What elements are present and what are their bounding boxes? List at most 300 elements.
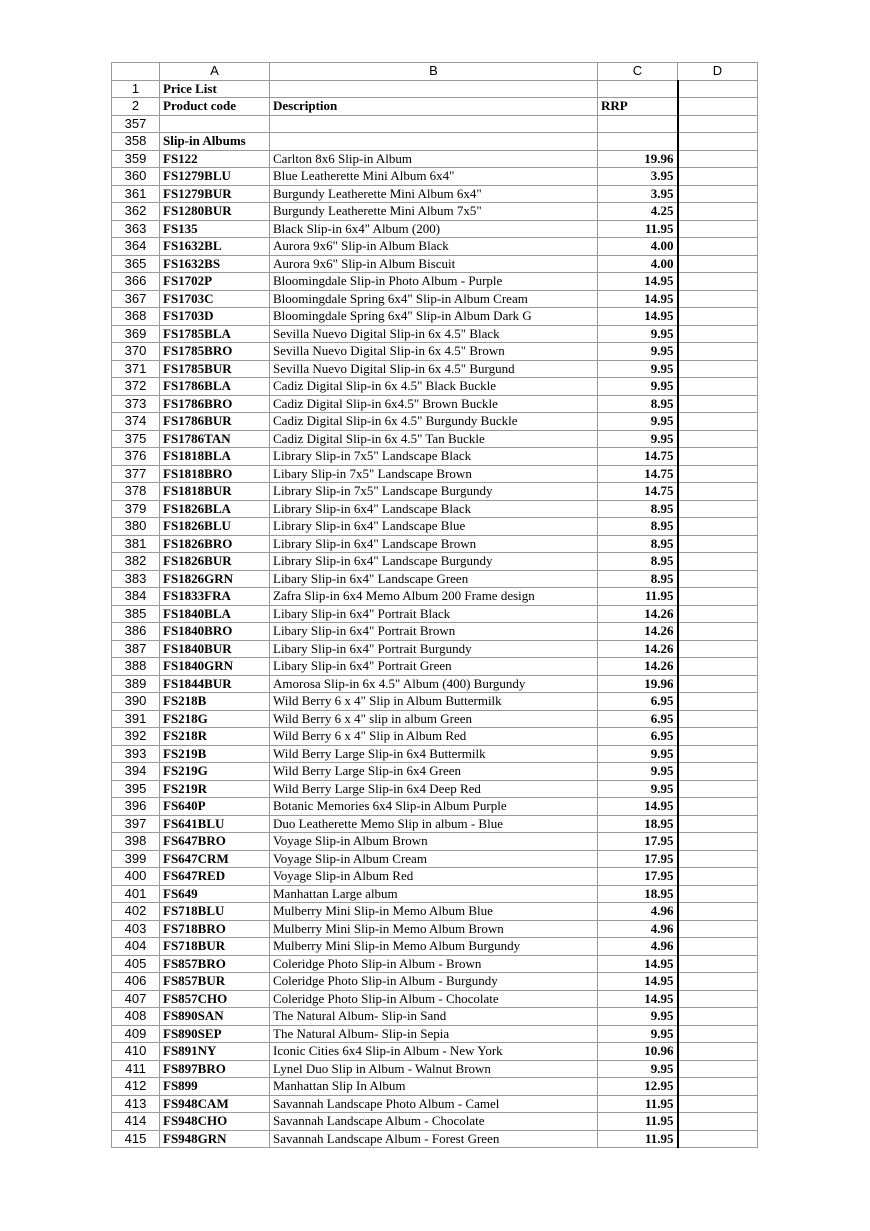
product-code-cell[interactable]: FS1840BUR [160, 640, 270, 658]
cell-d[interactable] [678, 290, 758, 308]
rrp-cell[interactable]: 9.95 [598, 1025, 678, 1043]
cell-d[interactable] [678, 850, 758, 868]
rrp-cell[interactable]: 9.95 [598, 430, 678, 448]
rrp-cell[interactable]: 9.95 [598, 1008, 678, 1026]
product-code-cell[interactable]: FS122 [160, 150, 270, 168]
description-cell[interactable]: Wild Berry 6 x 4" slip in album Green [270, 710, 598, 728]
cell-d[interactable] [678, 273, 758, 291]
cell-d[interactable] [678, 920, 758, 938]
description-cell[interactable]: Bloomingdale Spring 6x4" Slip-in Album Cream [270, 290, 598, 308]
column-header-d[interactable]: D [678, 63, 758, 81]
rrp-cell[interactable]: 17.95 [598, 850, 678, 868]
cell-d[interactable] [678, 133, 758, 151]
row-number[interactable]: 406 [112, 973, 160, 991]
cell-d[interactable] [678, 325, 758, 343]
rrp-cell[interactable]: 10.96 [598, 1043, 678, 1061]
rrp-cell[interactable]: 12.95 [598, 1078, 678, 1096]
cell-d[interactable] [678, 203, 758, 221]
product-code-cell[interactable]: FS218G [160, 710, 270, 728]
row-number[interactable]: 408 [112, 1008, 160, 1026]
row-number[interactable]: 399 [112, 850, 160, 868]
row-number[interactable]: 413 [112, 1095, 160, 1113]
rrp-cell[interactable]: 11.95 [598, 220, 678, 238]
cell-d[interactable] [678, 308, 758, 326]
row-number[interactable]: 395 [112, 780, 160, 798]
rrp-cell[interactable]: 8.95 [598, 395, 678, 413]
product-code-cell[interactable]: FS1826BLA [160, 500, 270, 518]
cell-d[interactable] [678, 833, 758, 851]
row-number[interactable]: 368 [112, 308, 160, 326]
rrp-cell[interactable]: 11.95 [598, 588, 678, 606]
description-cell[interactable]: Mulberry Mini Slip-in Memo Album Blue [270, 903, 598, 921]
product-code-cell[interactable]: FS1703C [160, 290, 270, 308]
description-cell[interactable]: Coleridge Photo Slip-in Album - Brown [270, 955, 598, 973]
rrp-cell[interactable]: 8.95 [598, 535, 678, 553]
cell-a[interactable]: Slip-in Albums [160, 133, 270, 151]
cell-d[interactable] [678, 903, 758, 921]
rrp-cell[interactable]: 4.00 [598, 255, 678, 273]
cell-d[interactable] [678, 483, 758, 501]
product-code-cell[interactable]: FS1826BLU [160, 518, 270, 536]
description-cell[interactable]: Libary Slip-in 6x4" Landscape Green [270, 570, 598, 588]
product-code-cell[interactable]: FS1840BRO [160, 623, 270, 641]
rrp-cell[interactable]: 3.95 [598, 168, 678, 186]
product-code-cell[interactable]: FS649 [160, 885, 270, 903]
description-cell[interactable]: Zafra Slip-in 6x4 Memo Album 200 Frame design [270, 588, 598, 606]
description-cell[interactable]: Library Slip-in 7x5" Landscape Burgundy [270, 483, 598, 501]
cell-d[interactable] [678, 378, 758, 396]
row-number[interactable]: 381 [112, 535, 160, 553]
cell-d[interactable] [678, 115, 758, 133]
row-number[interactable]: 382 [112, 553, 160, 571]
row-number[interactable]: 358 [112, 133, 160, 151]
rrp-cell[interactable]: 14.75 [598, 448, 678, 466]
rrp-cell[interactable]: 9.95 [598, 1060, 678, 1078]
cell-d[interactable] [678, 98, 758, 116]
product-code-cell[interactable]: FS647BRO [160, 833, 270, 851]
rrp-cell[interactable]: 11.95 [598, 1113, 678, 1131]
product-code-cell[interactable]: FS219R [160, 780, 270, 798]
description-cell[interactable]: Duo Leatherette Memo Slip in album - Blue [270, 815, 598, 833]
row-number[interactable]: 403 [112, 920, 160, 938]
cell-a[interactable] [160, 115, 270, 133]
cell-d[interactable] [678, 1078, 758, 1096]
description-cell[interactable]: Burgundy Leatherette Mini Album 6x4" [270, 185, 598, 203]
row-number[interactable]: 409 [112, 1025, 160, 1043]
product-code-cell[interactable]: FS948CAM [160, 1095, 270, 1113]
description-cell[interactable]: Cadiz Digital Slip-in 6x4.5" Brown Buckle [270, 395, 598, 413]
row-number[interactable]: 415 [112, 1130, 160, 1148]
description-cell[interactable]: Libary Slip-in 6x4" Portrait Brown [270, 623, 598, 641]
row-number[interactable]: 393 [112, 745, 160, 763]
row-number[interactable]: 386 [112, 623, 160, 641]
product-code-cell[interactable]: FS218B [160, 693, 270, 711]
description-cell[interactable]: Voyage Slip-in Album Cream [270, 850, 598, 868]
description-cell[interactable]: Libary Slip-in 6x4" Portrait Green [270, 658, 598, 676]
row-number[interactable]: 390 [112, 693, 160, 711]
row-number[interactable]: 394 [112, 763, 160, 781]
rrp-cell[interactable]: 14.26 [598, 658, 678, 676]
cell-d[interactable] [678, 150, 758, 168]
row-number[interactable]: 379 [112, 500, 160, 518]
cell-d[interactable] [678, 1095, 758, 1113]
product-code-cell[interactable]: FS218R [160, 728, 270, 746]
rrp-cell[interactable]: 14.95 [598, 973, 678, 991]
description-cell[interactable]: Library Slip-in 6x4" Landscape Black [270, 500, 598, 518]
description-cell[interactable]: Botanic Memories 6x4 Slip-in Album Purple [270, 798, 598, 816]
description-cell[interactable]: Amorosa Slip-in 6x 4.5" Album (400) Burgundy [270, 675, 598, 693]
row-number[interactable]: 360 [112, 168, 160, 186]
rrp-cell[interactable]: 17.95 [598, 868, 678, 886]
rrp-cell[interactable]: 17.95 [598, 833, 678, 851]
product-code-cell[interactable]: FS1826GRN [160, 570, 270, 588]
cell-b[interactable] [270, 115, 598, 133]
row-number[interactable]: 401 [112, 885, 160, 903]
row-number[interactable]: 397 [112, 815, 160, 833]
row-number[interactable]: 366 [112, 273, 160, 291]
product-code-cell[interactable]: FS1844BUR [160, 675, 270, 693]
description-cell[interactable]: Aurora 9x6" Slip-in Album Biscuit [270, 255, 598, 273]
rrp-cell[interactable]: 14.75 [598, 483, 678, 501]
row-number[interactable]: 387 [112, 640, 160, 658]
rrp-cell[interactable]: 9.95 [598, 343, 678, 361]
rrp-cell[interactable]: 3.95 [598, 185, 678, 203]
cell-d[interactable] [678, 185, 758, 203]
product-code-cell[interactable]: FS1833FRA [160, 588, 270, 606]
product-code-cell[interactable]: FS718BUR [160, 938, 270, 956]
row-number[interactable]: 378 [112, 483, 160, 501]
row-number[interactable]: 362 [112, 203, 160, 221]
description-cell[interactable]: Voyage Slip-in Album Red [270, 868, 598, 886]
description-cell[interactable]: Black Slip-in 6x4" Album (200) [270, 220, 598, 238]
row-number[interactable]: 369 [112, 325, 160, 343]
product-code-cell[interactable]: FS890SAN [160, 1008, 270, 1026]
row-number[interactable]: 407 [112, 990, 160, 1008]
rrp-cell[interactable]: 14.95 [598, 273, 678, 291]
row-number[interactable]: 398 [112, 833, 160, 851]
product-code-cell[interactable]: FS219B [160, 745, 270, 763]
cell-c[interactable]: RRP [598, 98, 678, 116]
row-number[interactable]: 402 [112, 903, 160, 921]
description-cell[interactable]: Library Slip-in 6x4" Landscape Brown [270, 535, 598, 553]
cell-d[interactable] [678, 640, 758, 658]
cell-d[interactable] [678, 80, 758, 98]
rrp-cell[interactable]: 9.95 [598, 413, 678, 431]
cell-d[interactable] [678, 745, 758, 763]
cell-d[interactable] [678, 798, 758, 816]
cell-d[interactable] [678, 465, 758, 483]
rrp-cell[interactable]: 9.95 [598, 325, 678, 343]
description-cell[interactable]: Wild Berry 6 x 4" Slip in Album Red [270, 728, 598, 746]
description-cell[interactable]: Burgundy Leatherette Mini Album 7x5" [270, 203, 598, 221]
cell-d[interactable] [678, 553, 758, 571]
product-code-cell[interactable]: FS1703D [160, 308, 270, 326]
row-number[interactable]: 2 [112, 98, 160, 116]
rrp-cell[interactable]: 18.95 [598, 815, 678, 833]
row-number[interactable]: 367 [112, 290, 160, 308]
row-number[interactable]: 373 [112, 395, 160, 413]
rrp-cell[interactable]: 11.95 [598, 1095, 678, 1113]
row-number[interactable]: 392 [112, 728, 160, 746]
rrp-cell[interactable]: 9.95 [598, 360, 678, 378]
cell-d[interactable] [678, 780, 758, 798]
cell-d[interactable] [678, 1025, 758, 1043]
cell-d[interactable] [678, 938, 758, 956]
description-cell[interactable]: Bloomingdale Spring 6x4" Slip-in Album Dark G [270, 308, 598, 326]
description-cell[interactable]: Library Slip-in 6x4" Landscape Burgundy [270, 553, 598, 571]
product-code-cell[interactable]: FS647CRM [160, 850, 270, 868]
row-number[interactable]: 404 [112, 938, 160, 956]
product-code-cell[interactable]: FS718BLU [160, 903, 270, 921]
description-cell[interactable]: Wild Berry Large Slip-in 6x4 Buttermilk [270, 745, 598, 763]
row-number[interactable]: 376 [112, 448, 160, 466]
product-code-cell[interactable]: FS1632BS [160, 255, 270, 273]
row-number[interactable]: 389 [112, 675, 160, 693]
product-code-cell[interactable]: FS1632BL [160, 238, 270, 256]
description-cell[interactable]: Libary Slip-in 6x4" Portrait Black [270, 605, 598, 623]
row-number[interactable]: 391 [112, 710, 160, 728]
description-cell[interactable]: Cadiz Digital Slip-in 6x 4.5" Black Buckle [270, 378, 598, 396]
cell-d[interactable] [678, 623, 758, 641]
row-number[interactable]: 380 [112, 518, 160, 536]
row-number[interactable]: 365 [112, 255, 160, 273]
description-cell[interactable]: Blue Leatherette Mini Album 6x4" [270, 168, 598, 186]
row-number[interactable]: 374 [112, 413, 160, 431]
rrp-cell[interactable]: 4.00 [598, 238, 678, 256]
product-code-cell[interactable]: FS1785BRO [160, 343, 270, 361]
product-code-cell[interactable]: FS891NY [160, 1043, 270, 1061]
description-cell[interactable]: The Natural Album- Slip-in Sand [270, 1008, 598, 1026]
row-number[interactable]: 357 [112, 115, 160, 133]
rrp-cell[interactable]: 4.25 [598, 203, 678, 221]
product-code-cell[interactable]: FS1786BRO [160, 395, 270, 413]
rrp-cell[interactable]: 9.95 [598, 378, 678, 396]
product-code-cell[interactable]: FS857BUR [160, 973, 270, 991]
description-cell[interactable]: The Natural Album- Slip-in Sepia [270, 1025, 598, 1043]
row-number[interactable]: 400 [112, 868, 160, 886]
cell-d[interactable] [678, 255, 758, 273]
corner-cell[interactable] [112, 63, 160, 81]
product-code-cell[interactable]: FS857CHO [160, 990, 270, 1008]
cell-a[interactable]: Price List [160, 80, 270, 98]
rrp-cell[interactable]: 14.95 [598, 290, 678, 308]
cell-d[interactable] [678, 815, 758, 833]
rrp-cell[interactable]: 14.95 [598, 955, 678, 973]
description-cell[interactable]: Libary Slip-in 6x4" Portrait Burgundy [270, 640, 598, 658]
cell-d[interactable] [678, 675, 758, 693]
row-number[interactable]: 388 [112, 658, 160, 676]
description-cell[interactable]: Wild Berry Large Slip-in 6x4 Green [270, 763, 598, 781]
description-cell[interactable]: Sevilla Nuevo Digital Slip-in 6x 4.5" Burgund [270, 360, 598, 378]
rrp-cell[interactable]: 19.96 [598, 150, 678, 168]
row-number[interactable]: 372 [112, 378, 160, 396]
product-code-cell[interactable]: FS135 [160, 220, 270, 238]
rrp-cell[interactable]: 14.95 [598, 990, 678, 1008]
description-cell[interactable]: Carlton 8x6 Slip-in Album [270, 150, 598, 168]
row-number[interactable]: 405 [112, 955, 160, 973]
cell-d[interactable] [678, 955, 758, 973]
row-number[interactable]: 371 [112, 360, 160, 378]
product-code-cell[interactable]: FS1786TAN [160, 430, 270, 448]
rrp-cell[interactable]: 14.95 [598, 798, 678, 816]
product-code-cell[interactable]: FS890SEP [160, 1025, 270, 1043]
cell-d[interactable] [678, 588, 758, 606]
row-number[interactable]: 361 [112, 185, 160, 203]
product-code-cell[interactable]: FS1826BRO [160, 535, 270, 553]
product-code-cell[interactable]: FS1840GRN [160, 658, 270, 676]
cell-d[interactable] [678, 500, 758, 518]
row-number[interactable]: 383 [112, 570, 160, 588]
cell-d[interactable] [678, 343, 758, 361]
row-number[interactable]: 1 [112, 80, 160, 98]
rrp-cell[interactable]: 4.96 [598, 938, 678, 956]
cell-c[interactable] [598, 80, 678, 98]
product-code-cell[interactable]: FS857BRO [160, 955, 270, 973]
row-number[interactable]: 364 [112, 238, 160, 256]
rrp-cell[interactable]: 9.95 [598, 745, 678, 763]
row-number[interactable]: 359 [112, 150, 160, 168]
product-code-cell[interactable]: FS219G [160, 763, 270, 781]
product-code-cell[interactable]: FS1279BUR [160, 185, 270, 203]
rrp-cell[interactable]: 4.96 [598, 903, 678, 921]
rrp-cell[interactable]: 6.95 [598, 710, 678, 728]
description-cell[interactable]: Coleridge Photo Slip-in Album - Chocolate [270, 990, 598, 1008]
product-code-cell[interactable]: FS1818BLA [160, 448, 270, 466]
rrp-cell[interactable]: 8.95 [598, 553, 678, 571]
cell-d[interactable] [678, 658, 758, 676]
rrp-cell[interactable]: 14.26 [598, 605, 678, 623]
description-cell[interactable]: Coleridge Photo Slip-in Album - Burgundy [270, 973, 598, 991]
cell-d[interactable] [678, 535, 758, 553]
rrp-cell[interactable]: 8.95 [598, 570, 678, 588]
description-cell[interactable]: Mulberry Mini Slip-in Memo Album Burgundy [270, 938, 598, 956]
cell-d[interactable] [678, 605, 758, 623]
column-header-c[interactable]: C [598, 63, 678, 81]
cell-d[interactable] [678, 220, 758, 238]
cell-d[interactable] [678, 1113, 758, 1131]
rrp-cell[interactable]: 19.96 [598, 675, 678, 693]
product-code-cell[interactable]: FS1785BLA [160, 325, 270, 343]
rrp-cell[interactable]: 8.95 [598, 518, 678, 536]
rrp-cell[interactable]: 6.95 [598, 728, 678, 746]
cell-d[interactable] [678, 1043, 758, 1061]
cell-b[interactable] [270, 133, 598, 151]
product-code-cell[interactable]: FS1818BRO [160, 465, 270, 483]
description-cell[interactable]: Sevilla Nuevo Digital Slip-in 6x 4.5" Black [270, 325, 598, 343]
cell-d[interactable] [678, 1060, 758, 1078]
rrp-cell[interactable]: 14.26 [598, 623, 678, 641]
product-code-cell[interactable]: FS948CHO [160, 1113, 270, 1131]
description-cell[interactable]: Wild Berry Large Slip-in 6x4 Deep Red [270, 780, 598, 798]
description-cell[interactable]: Savannah Landscape Photo Album - Camel [270, 1095, 598, 1113]
cell-d[interactable] [678, 518, 758, 536]
description-cell[interactable]: Libary Slip-in 7x5" Landscape Brown [270, 465, 598, 483]
product-code-cell[interactable]: FS1702P [160, 273, 270, 291]
product-code-cell[interactable]: FS948GRN [160, 1130, 270, 1148]
row-number[interactable]: 411 [112, 1060, 160, 1078]
cell-d[interactable] [678, 868, 758, 886]
column-header-b[interactable]: B [270, 63, 598, 81]
row-number[interactable]: 414 [112, 1113, 160, 1131]
description-cell[interactable]: Voyage Slip-in Album Brown [270, 833, 598, 851]
description-cell[interactable]: Aurora 9x6" Slip-in Album Black [270, 238, 598, 256]
description-cell[interactable]: Lynel Duo Slip in Album - Walnut Brown [270, 1060, 598, 1078]
description-cell[interactable]: Library Slip-in 6x4" Landscape Blue [270, 518, 598, 536]
rrp-cell[interactable]: 18.95 [598, 885, 678, 903]
cell-a[interactable]: Product code [160, 98, 270, 116]
description-cell[interactable]: Savannah Landscape Album - Forest Green [270, 1130, 598, 1148]
cell-c[interactable] [598, 133, 678, 151]
row-number[interactable]: 370 [112, 343, 160, 361]
description-cell[interactable]: Manhattan Large album [270, 885, 598, 903]
row-number[interactable]: 396 [112, 798, 160, 816]
cell-d[interactable] [678, 238, 758, 256]
cell-d[interactable] [678, 413, 758, 431]
description-cell[interactable]: Manhattan Slip In Album [270, 1078, 598, 1096]
product-code-cell[interactable]: FS640P [160, 798, 270, 816]
description-cell[interactable]: Wild Berry 6 x 4" Slip in Album Buttermilk [270, 693, 598, 711]
cell-d[interactable] [678, 1008, 758, 1026]
description-cell[interactable]: Savannah Landscape Album - Chocolate [270, 1113, 598, 1131]
row-number[interactable]: 384 [112, 588, 160, 606]
row-number[interactable]: 410 [112, 1043, 160, 1061]
product-code-cell[interactable]: FS1826BUR [160, 553, 270, 571]
rrp-cell[interactable]: 14.95 [598, 308, 678, 326]
description-cell[interactable]: Cadiz Digital Slip-in 6x 4.5" Tan Buckle [270, 430, 598, 448]
cell-d[interactable] [678, 990, 758, 1008]
product-code-cell[interactable]: FS897BRO [160, 1060, 270, 1078]
rrp-cell[interactable]: 14.75 [598, 465, 678, 483]
description-cell[interactable]: Library Slip-in 7x5" Landscape Black [270, 448, 598, 466]
product-code-cell[interactable]: FS1280BUR [160, 203, 270, 221]
row-number[interactable]: 377 [112, 465, 160, 483]
description-cell[interactable]: Bloomingdale Slip-in Photo Album - Purple [270, 273, 598, 291]
description-cell[interactable]: Iconic Cities 6x4 Slip-in Album - New York [270, 1043, 598, 1061]
cell-d[interactable] [678, 430, 758, 448]
cell-d[interactable] [678, 570, 758, 588]
product-code-cell[interactable]: FS899 [160, 1078, 270, 1096]
rrp-cell[interactable]: 8.95 [598, 500, 678, 518]
cell-d[interactable] [678, 973, 758, 991]
cell-d[interactable] [678, 693, 758, 711]
product-code-cell[interactable]: FS718BRO [160, 920, 270, 938]
cell-d[interactable] [678, 1130, 758, 1148]
cell-d[interactable] [678, 448, 758, 466]
product-code-cell[interactable]: FS1785BUR [160, 360, 270, 378]
rrp-cell[interactable]: 6.95 [598, 693, 678, 711]
description-cell[interactable]: Mulberry Mini Slip-in Memo Album Brown [270, 920, 598, 938]
cell-b[interactable] [270, 80, 598, 98]
rrp-cell[interactable]: 4.96 [598, 920, 678, 938]
cell-d[interactable] [678, 763, 758, 781]
product-code-cell[interactable]: FS1840BLA [160, 605, 270, 623]
cell-d[interactable] [678, 395, 758, 413]
cell-d[interactable] [678, 360, 758, 378]
rrp-cell[interactable]: 11.95 [598, 1130, 678, 1148]
product-code-cell[interactable]: FS1279BLU [160, 168, 270, 186]
cell-d[interactable] [678, 728, 758, 746]
product-code-cell[interactable]: FS647RED [160, 868, 270, 886]
cell-c[interactable] [598, 115, 678, 133]
row-number[interactable]: 385 [112, 605, 160, 623]
product-code-cell[interactable]: FS1786BLA [160, 378, 270, 396]
description-cell[interactable]: Cadiz Digital Slip-in 6x 4.5" Burgundy Buckle [270, 413, 598, 431]
description-cell[interactable]: Sevilla Nuevo Digital Slip-in 6x 4.5" Brown [270, 343, 598, 361]
row-number[interactable]: 412 [112, 1078, 160, 1096]
product-code-cell[interactable]: FS641BLU [160, 815, 270, 833]
cell-b[interactable]: Description [270, 98, 598, 116]
product-code-cell[interactable]: FS1818BUR [160, 483, 270, 501]
